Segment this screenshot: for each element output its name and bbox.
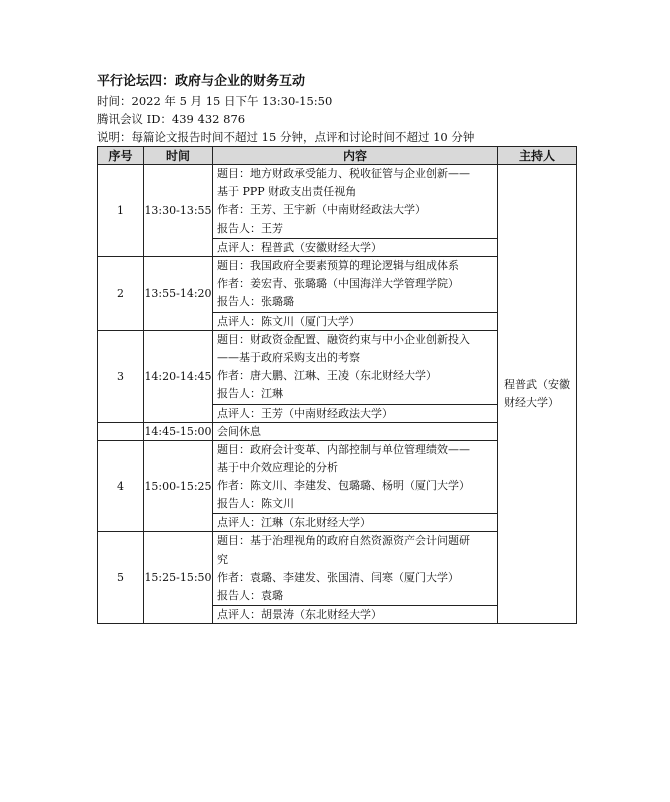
host-line: 程普武（安徽 — [504, 378, 570, 392]
break-label: 会间休息 — [213, 422, 498, 440]
paper-title-line: 题目：我国政府全要素预算的理论逻辑与组成体系 — [217, 258, 459, 272]
presenter-line: 报告人：张璐璐 — [217, 295, 294, 309]
session-content — [213, 532, 498, 606]
paper-title-line: 基于中介效应理论的分析 — [217, 460, 338, 474]
forum-title: 平行论坛四：政府与企业的财务互动 — [97, 74, 306, 89]
paper-title-line: 基于 PPP 财政支出责任视角 — [217, 185, 357, 199]
time-line: 时间：2022 年 5 月 15 日下午 13:30-15:50 — [97, 94, 333, 108]
schedule-table — [97, 146, 577, 624]
session-no: 1 — [98, 165, 144, 257]
break-no-cell — [98, 422, 144, 440]
header-no: 序号 — [98, 147, 144, 165]
host-line: 财经大学） — [504, 396, 559, 410]
document-page — [97, 72, 575, 624]
break-time: 14:45-15:00 — [144, 422, 213, 440]
authors-line: 作者：王芳、王宇新（中南财经政法大学） — [217, 203, 426, 217]
presenter-line: 报告人：陈文川 — [217, 497, 294, 511]
paper-title-line: ——基于政府采购支出的考察 — [217, 351, 360, 365]
meeting-id-line: 腾讯会议 ID：439 432 876 — [97, 112, 246, 126]
table-row — [98, 165, 577, 239]
session-content — [213, 440, 498, 514]
session-no: 2 — [98, 256, 144, 330]
paper-title-line: 题目：地方财政承受能力、税收征管与企业创新—— — [217, 167, 470, 180]
session-time: 15:25-15:50 — [144, 532, 213, 624]
paper-title-line: 题目：财政资金配置、融资约束与中小企业创新投入 — [217, 332, 470, 346]
header-content: 内容 — [213, 147, 498, 165]
host-cell — [498, 165, 577, 624]
header-host: 主持人 — [498, 147, 577, 165]
authors-line: 作者：陈文川、李建发、包璐璐、杨明（厦门大学） — [217, 479, 470, 493]
paper-title-line: 究 — [217, 552, 228, 566]
reviewer-line: 点评人：王芳（中南财经政法大学） — [213, 404, 498, 422]
presenter-line: 报告人：袁璐 — [217, 589, 283, 603]
paper-title-line: 题目：政府会计变革、内部控制与单位管理绩效—— — [217, 442, 470, 456]
presenter-line: 报告人：江琳 — [217, 387, 283, 401]
session-time: 13:30-13:55 — [144, 165, 213, 257]
presenter-line: 报告人：王芳 — [217, 221, 283, 235]
session-content — [213, 256, 498, 312]
authors-line: 作者：唐大鹏、江琳、王凌（东北财经大学） — [217, 369, 437, 383]
session-time: 15:00-15:25 — [144, 440, 213, 532]
table-header-row — [98, 147, 577, 165]
session-no: 4 — [98, 440, 144, 532]
session-no: 5 — [98, 532, 144, 624]
reviewer-line: 点评人：胡景涛（东北财经大学） — [213, 606, 498, 624]
authors-line: 作者：姜宏青、张璐璐（中国海洋大学管理学院） — [217, 277, 459, 291]
note-line: 说明：每篇论文报告时间不超过 15 分钟，点评和讨论时间不超过 10 分钟 — [97, 130, 475, 144]
authors-line: 作者：袁璐、李建发、张国清、闫寒（厦门大学） — [217, 570, 459, 584]
session-content — [213, 165, 498, 239]
reviewer-line: 点评人：江琳（东北财经大学） — [213, 514, 498, 532]
paper-title-line: 题目：基于治理视角的政府自然资源资产会计问题研 — [217, 534, 470, 548]
session-time: 13:55-14:20 — [144, 256, 213, 330]
session-content — [213, 330, 498, 404]
session-time: 14:20-14:45 — [144, 330, 213, 422]
reviewer-line: 点评人：陈文川（厦门大学） — [213, 312, 498, 330]
header-time: 时间 — [144, 147, 213, 165]
reviewer-line: 点评人：程普武（安徽财经大学） — [213, 238, 498, 256]
session-no: 3 — [98, 330, 144, 422]
